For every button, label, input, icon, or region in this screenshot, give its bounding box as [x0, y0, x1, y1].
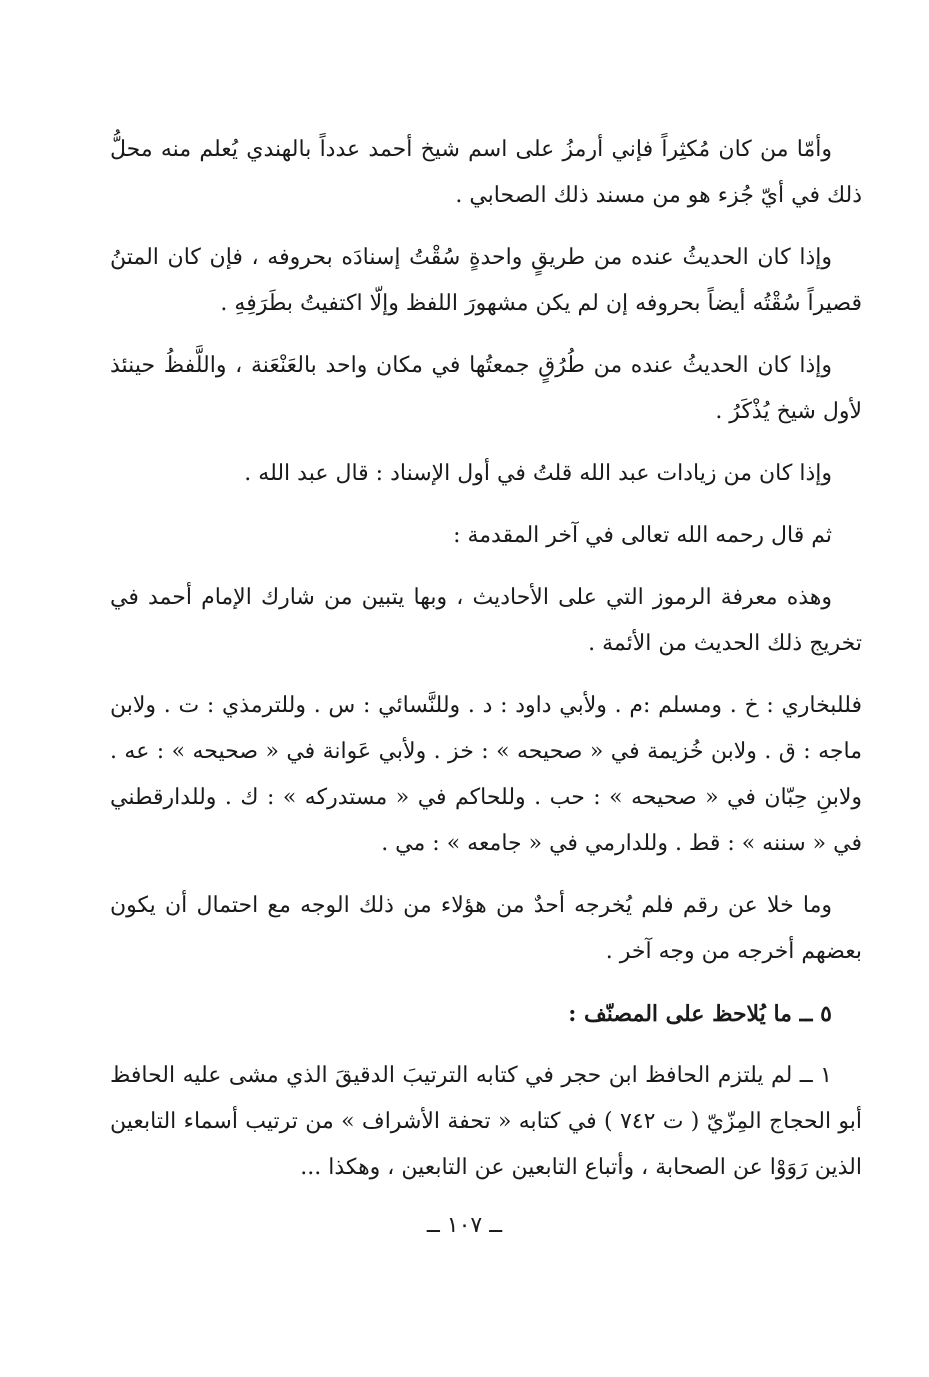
page-body [110, 127, 862, 1207]
paragraph-abbreviation-method: وأمّا من كان مُكثِراً فإني أرمزُ على اسم شيخ أحمد عدداً بالهندي يُعلم منه محلُّ ذلك في أيّ جُزء هو من مسند ذلك الصحابي . [110, 137, 862, 208]
paragraph-single-chain: وإذا كان الحديثُ عنده من طريقٍ واحدةٍ سُقْتُ إسنادَه بحروفه ، فإن كان المتنُ قصيراً سُقْتُه أيضاً بحروفه إن لم يكن مشهورَ اللفظ وإلّا اكتفيتُ بطَرَفِهِ . [110, 245, 862, 316]
paragraph-observation-1: ١ ــ لم يلتزم الحافظ ابن حجر في كتابه الترتيبَ الدقيقَ الذي مشى عليه الحافظ أبو الحجاج المِزّيّ ( ت ٧٤٢ ) في كتابه « تحفة الأشراف » من ترتيب أسماء التابعين الذين رَوَوْا عن الصحابة ، وأتباع التابعين عن التابعين ، وهكذا ... [110, 1063, 862, 1180]
paragraph-multiple-chains: وإذا كان الحديثُ عنده من طُرُقٍ جمعتُها في مكان واحد بالعَنْعَنة ، واللَّفظُ حينئذ لأول شيخ يُذْكَرُ . [110, 353, 862, 424]
page-number: ــ ١٠٧ ــ [426, 1213, 503, 1238]
paragraph-symbols-list: فللبخاري : خ . ومسلم :م . ولأبي داود : د . وللنَّسائي : س . وللترمذي : ت . ولابن ماجه : ق . ولابن خُزيمة في « صحيحه » : خز . ولأبي عَوانة في « صحيحه » : عه . ولابنِ حِبّان في « صحيحه » : حب . وللحاكم في « مستدركه » : ك . وللدارقطني في « سننه » : قط . وللدارمي في « جامعه » : مي . [110, 693, 862, 856]
paragraph-symbols-intro: وهذه معرفة الرموز التي على الأحاديث ، وبها يتبين من شارك الإمام أحمد في تخريج ذلك الحديث من الأئمة . [110, 585, 862, 656]
paragraph-abdullah-additions: وإذا كان من زيادات عبد الله قلتُ في أول الإسناد : قال عبد الله . [244, 461, 832, 486]
section-heading: ٥ ــ ما يُلاحظ على المصنّف : [568, 1001, 832, 1027]
paragraph-intro-quote: ثم قال رحمه الله تعالى في آخر المقدمة : [453, 523, 832, 548]
paragraph-no-symbol: وما خلا عن رقم فلم يُخرجه أحدٌ من هؤلاء من ذلك الوجه مع احتمال أن يكون بعضهم أخرجه من وجه آخر . [110, 893, 862, 964]
